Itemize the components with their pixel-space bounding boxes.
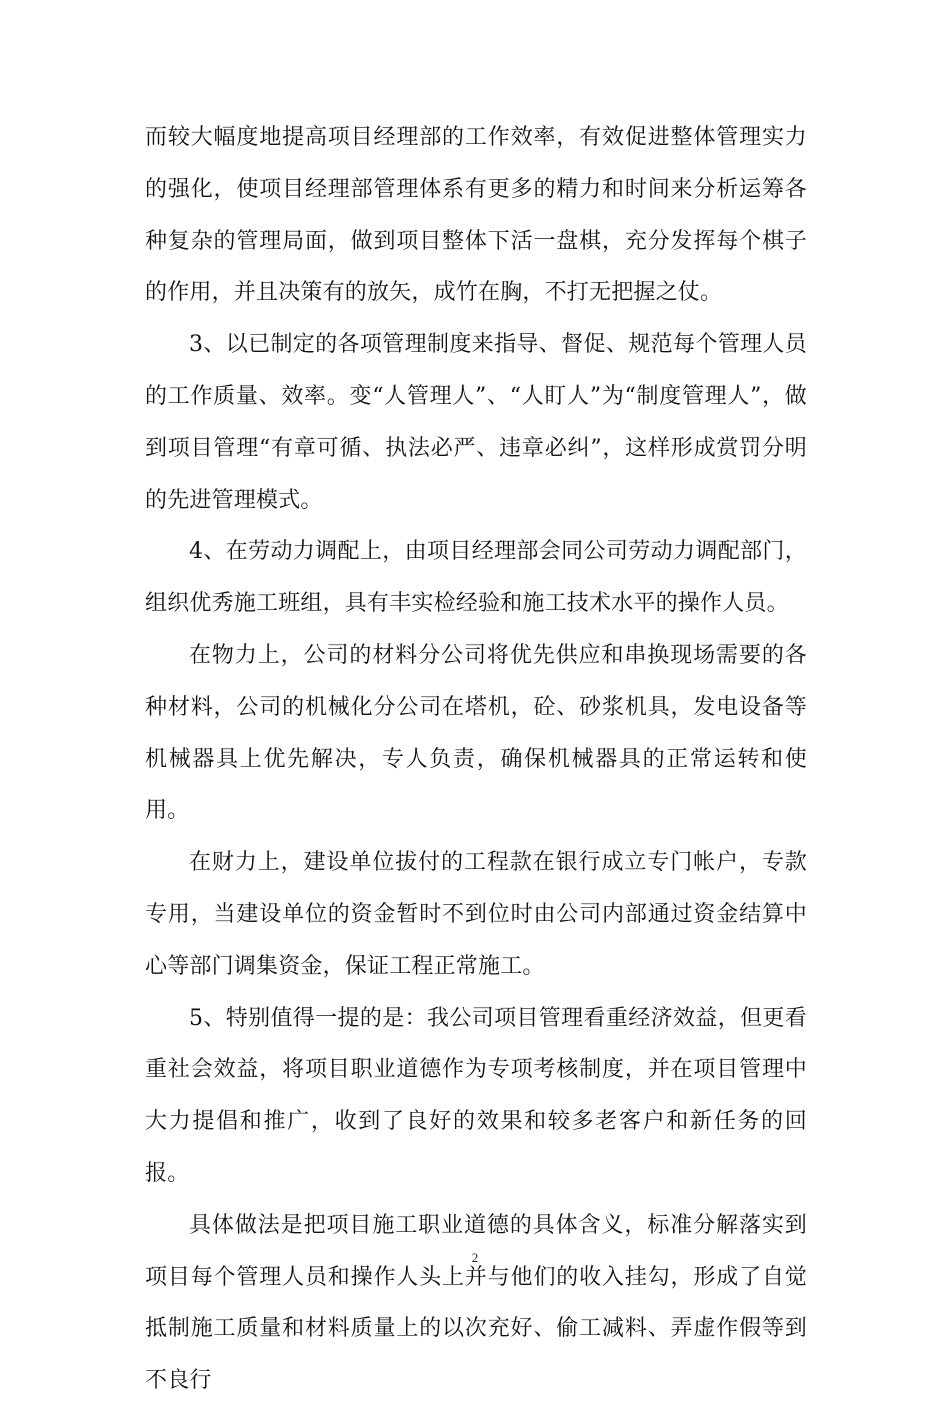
document-body [145, 112, 807, 1407]
page-number: 2 [471, 1250, 479, 1265]
paragraph-2: 3、以已制定的各项管理制度来指导、督促、规范每个管理人员的工作质量、效率。变“人管理人”、“人盯人”为“制度管理人”，做到项目管理“有章可循、执法必严、违章必纠”，这样形成赏罚分明的先进管理模式。 [145, 332, 807, 513]
paragraph-1: 而较大幅度地提高项目经理部的工作效率，有效促进整体管理实力的强化，使项目经理部管理体系有更多的精力和时间来分析运筹各种复杂的管理局面，做到项目整体下活一盘棋，充分发挥每个棋子的作用，并且决策有的放矢，成竹在胸，不打无把握之仗。 [145, 125, 807, 306]
paragraph-5: 在财力上，建设单位拔付的工程款在银行成立专门帐户，专款专用，当建设单位的资金暂时不到位时由公司内部通过资金结算中心等部门调集资金，保证工程正常施工。 [145, 850, 807, 979]
paragraph-4: 在物力上，公司的材料分公司将优先供应和串换现场需要的各种材料，公司的机械化分公司在塔机，砼、砂浆机具，发电设备等机械器具上优先解决，专人负责，确保机械器具的正常运转和使用。 [145, 642, 807, 824]
paragraph-3: 4、在劳动力调配上，由项目经理部会同公司劳动力调配部门，组织优秀施工班组，具有丰实检经验和施工技术水平的操作人员。 [145, 539, 807, 617]
paragraph-7: 具体做法是把项目施工职业道德的具体含义，标准分解落实到项目每个管理人员和操作人头上并与他们的收入挂勾，形成了自觉抵制施工质量和材料质量上的以次充好、偷工减料、弄虚作假等到不良行 [145, 1212, 807, 1394]
paragraph-6: 5、特别值得一提的是：我公司项目管理看重经济效益，但更看重社会效益，将项目职业道德作为专项考核制度，并在项目管理中大力提倡和推广，收到了良好的效果和较多老客户和新任务的回报。 [145, 1005, 807, 1186]
